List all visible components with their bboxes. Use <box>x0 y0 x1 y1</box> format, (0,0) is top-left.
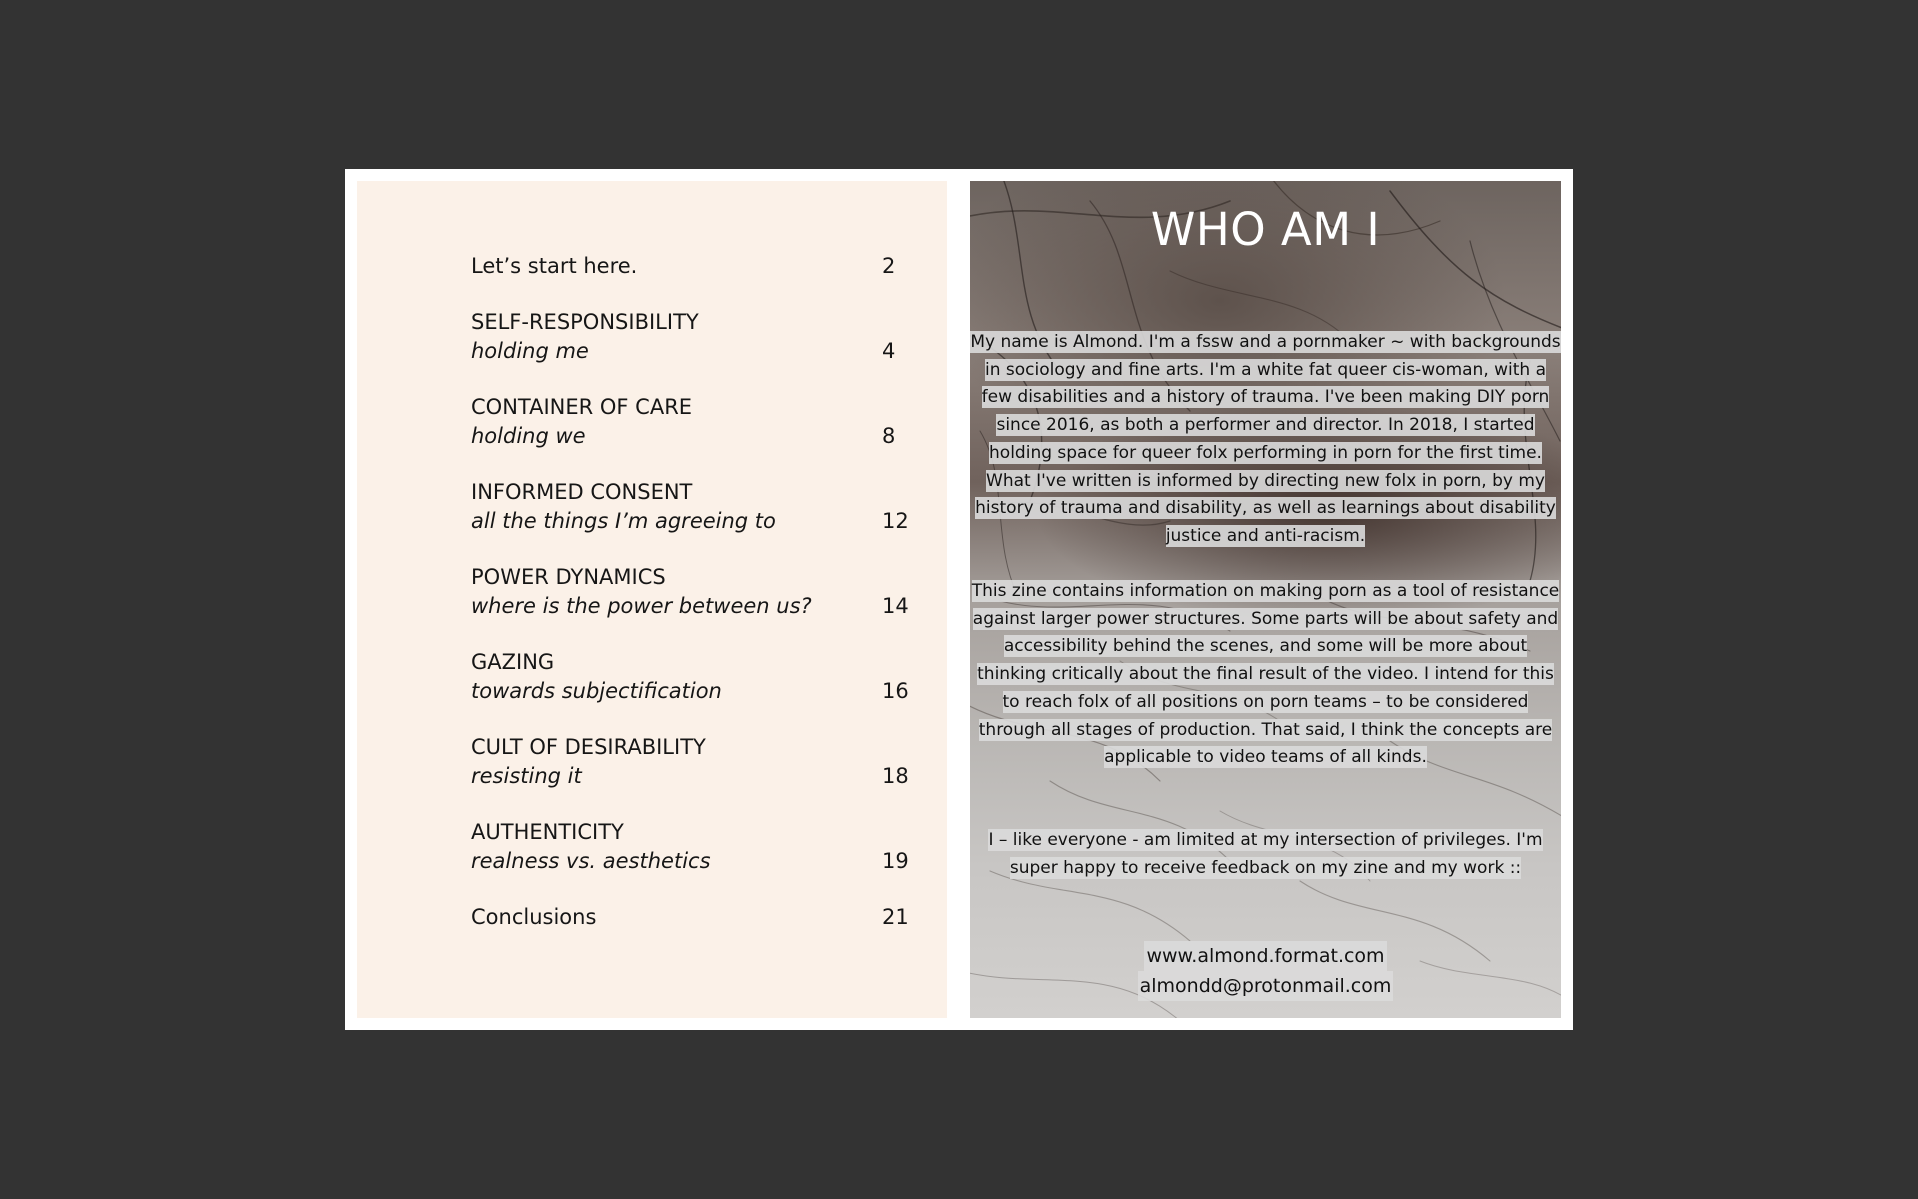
toc-entry-page: 16 <box>882 679 909 703</box>
bio-paragraph-text: My name is Almond. I'm a fssw and a pornmaker ~ with backgrounds in sociology and fine arts. I'm a white fat queer cis-woman, with a few disabilities and a history of trauma. I've been making DIY porn since 2016, as both a performer and director. In 2018, I started holding space for queer folx performing in porn for the first time. What I've written is informed by directing new folx in porn, by my history of trauma and disability, as well as learnings about disability justice and anti-racism. <box>970 332 1561 546</box>
who-am-i-page <box>970 181 1561 1018</box>
toc-entry-page: 21 <box>882 905 909 929</box>
toc-entry-title: Conclusions <box>471 905 597 929</box>
zine-description-text: This zine contains information on making porn as a tool of resistance against larger power structures. Some parts will be about safety and accessibility behind the scenes, and some will be more about thinking critically about the final result of the video. I intend for this to reach folx of all positions on porn teams – to be considered through all stages of production. That said, I think the concepts are applicable to video teams of all kinds. <box>971 581 1560 768</box>
toc-entry-page: 19 <box>882 849 909 873</box>
toc-entry-subtitle: where is the power between us? <box>471 594 812 618</box>
toc-entry-page: 14 <box>882 594 909 618</box>
toc-entry-page: 2 <box>882 254 896 278</box>
toc-entry-page: 18 <box>882 764 909 788</box>
toc-entry-page: 12 <box>882 509 909 533</box>
toc-entry <box>471 563 921 621</box>
toc-entry <box>471 733 921 791</box>
toc-entry <box>471 308 921 366</box>
toc-entry-title: GAZING <box>471 650 555 674</box>
toc-entry-page: 8 <box>882 424 896 448</box>
table-of-contents <box>471 252 921 932</box>
toc-entry-subtitle: realness vs. aesthetics <box>471 849 711 873</box>
table-of-contents-page <box>357 181 947 1018</box>
toc-entry <box>471 478 921 536</box>
toc-entry-subtitle: holding we <box>471 424 586 448</box>
toc-entry <box>471 393 921 451</box>
website-link[interactable]: www.almond.format.com <box>1144 941 1386 971</box>
toc-entry-subtitle: all the things I’m agreeing to <box>471 509 776 533</box>
toc-entry-page: 4 <box>882 339 896 363</box>
zine-spread <box>345 169 1573 1030</box>
zine-description-paragraph <box>970 578 1561 772</box>
contact-info <box>970 941 1561 1001</box>
toc-entry-title: Let’s start here. <box>471 254 638 278</box>
toc-entry <box>471 252 921 281</box>
toc-entry <box>471 818 921 876</box>
toc-entry-title: CULT OF DESIRABILITY <box>471 735 706 759</box>
toc-entry-subtitle: resisting it <box>471 764 582 788</box>
toc-entry-title: CONTAINER OF CARE <box>471 395 693 419</box>
toc-entry <box>471 903 921 932</box>
toc-entry-title: SELF-RESPONSIBILITY <box>471 310 699 334</box>
feedback-paragraph <box>970 827 1561 882</box>
feedback-text: I – like everyone - am limited at my intersection of privileges. I'm super happy to receive feedback on my zine and my work :: <box>988 830 1543 878</box>
toc-entry-title: AUTHENTICITY <box>471 820 624 844</box>
bio-paragraph <box>970 329 1561 551</box>
page-title: WHO AM I <box>1150 203 1381 256</box>
toc-entry-title: INFORMED CONSENT <box>471 480 693 504</box>
email-link[interactable]: almondd@protonmail.com <box>1138 971 1394 1001</box>
toc-entry-subtitle: towards subjectification <box>471 679 722 703</box>
toc-entry-subtitle: holding me <box>471 339 589 363</box>
toc-entry-title: POWER DYNAMICS <box>471 565 666 589</box>
toc-entry <box>471 648 921 706</box>
